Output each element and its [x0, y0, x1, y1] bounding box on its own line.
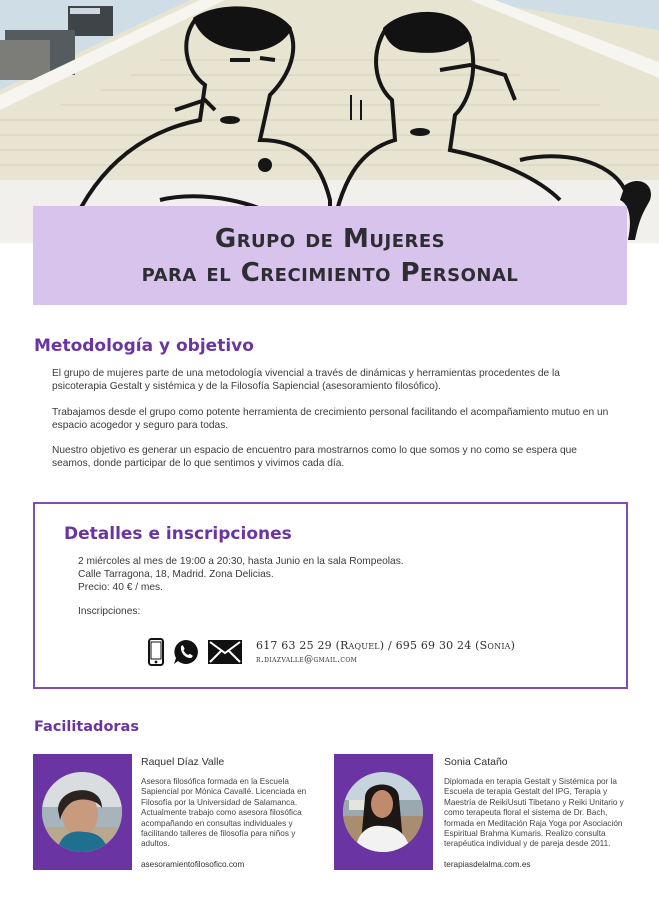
page-title-line-1: Grupo de Mujeres	[214, 223, 446, 254]
facilitator-sonia	[444, 756, 624, 869]
mobile-phone-icon	[148, 638, 164, 666]
schedule-text: 2 miércoles al mes de 19:00 a 20:30, hasta Junio en la sala Rompeolas.	[78, 556, 404, 567]
price-text: Precio: 40 € / mes.	[78, 582, 163, 593]
facilitator-photo-frame-raquel	[33, 754, 132, 870]
facilitator-name: Sonia Cataño	[444, 756, 508, 768]
avatar-raquel	[42, 772, 122, 852]
contact-text	[256, 639, 515, 665]
details-heading: Detalles e inscripciones	[64, 524, 292, 544]
contact-icons	[148, 638, 242, 666]
whatsapp-icon	[172, 638, 200, 666]
facilitator-website-link[interactable]: terapiasdelalma.com.es	[444, 859, 531, 869]
avatar-sonia	[343, 772, 423, 852]
facilitator-website-link[interactable]: asesoramientofilosofico.com	[141, 859, 245, 869]
facilitator-bio: Asesora filosófica formada en la Escuela Sapiencial por Mónica Cavallé. Licenciada en Filosofía por la Universidad de Salamanca. Actualmente trabajo como asesora filosófica acompañando en consultas individuales y facilitando talleres de filosofía para niños y adultos.	[141, 777, 307, 849]
page-title-line-2: para el Crecimiento Personal	[141, 257, 519, 288]
metodologia-paragraph-3: Nuestro objetivo es generar un espacio de encuentro para mostrarnos como lo que somos y no como se espera que seamos, donde participar de lo que sentimos y vivimos cada día.	[52, 445, 577, 470]
metodologia-paragraph-1: El grupo de mujeres parte de una metodología vivencial a través de dinámicas y herramientas procedentes de la psicoterapia Gestalt y sistémica y de la Filosofía Sapiencial (asesoramiento filosófico).	[52, 368, 560, 393]
facilitator-raquel	[141, 756, 321, 869]
facilitator-bio: Diplomada en terapia Gestalt y Sistémica por la Escuela de terapia Gestalt del IPG, Terapia y Maestría de ReikiUsuti Tibetano y Reiki Unitario y como terapeuta floral el sistema de Dr. Bach, formada en Meditación Raja Yoga por Asociación Espiritual Brahma Kumaris. Realizo consulta terapéutica individual y de pareja desde 2011.	[444, 777, 624, 849]
facilitadoras-heading: Facilitadoras	[34, 719, 139, 735]
facilitator-name: Raquel Díaz Valle	[141, 756, 225, 768]
phone-numbers: 617 63 25 29 (Raquel) / 695 69 30 24 (Sonia)	[256, 639, 516, 652]
title-banner	[33, 206, 627, 305]
address-text: Calle Tarragona, 18, Madrid. Zona Delicias.	[78, 569, 274, 580]
metodologia-heading: Metodología y objetivo	[34, 336, 254, 356]
details-box	[33, 502, 628, 689]
facilitator-photo-frame-sonia	[334, 754, 433, 870]
inscripciones-label: Inscripciones:	[78, 606, 141, 617]
envelope-icon	[208, 640, 242, 664]
metodologia-paragraph-2: Trabajamos desde el grupo como potente herramienta de crecimiento personal facilitando el acompañamiento mutuo en un espacio acogedor y seguro para todas.	[52, 407, 609, 432]
email-address[interactable]: r.diazvalle@gmail.com	[256, 655, 358, 665]
